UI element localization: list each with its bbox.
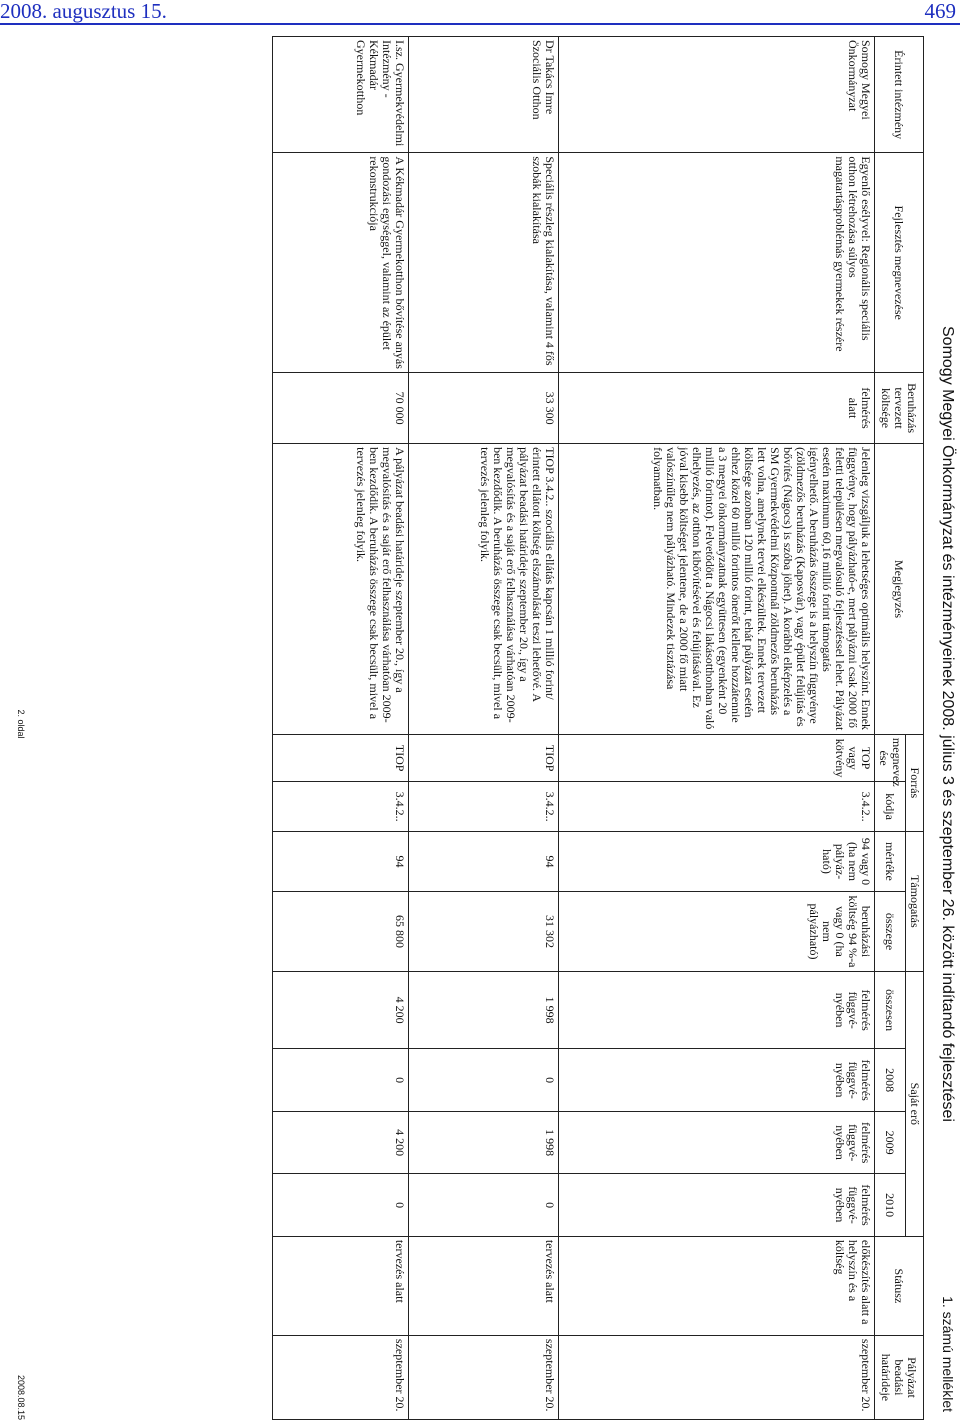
- cell-status: tervezés alatt: [409, 1236, 559, 1335]
- cell-development: Speciális részleg kialakítása, valamint 4 fős szobák kialakítása: [409, 153, 559, 373]
- cell-source-code: 3.4.2..: [273, 782, 409, 832]
- header-deadline: Pályázat beadási határideje: [875, 1335, 924, 1419]
- cell-own-total: felmérés függvé-nyében: [559, 971, 875, 1049]
- table-row: [273, 37, 409, 1420]
- cell-deadline: szeptember 20.: [559, 1335, 875, 1419]
- header-2008: 2008: [875, 1049, 906, 1111]
- cell-cost: felmérés alatt: [559, 373, 875, 444]
- header-status: Státusz: [875, 1236, 924, 1335]
- header-support: Támogatás: [906, 831, 924, 971]
- cell-own-2008: 0: [409, 1049, 559, 1111]
- cell-cost: 70 000: [273, 373, 409, 444]
- annex-label: 1. számú melléklet: [940, 1296, 956, 1412]
- cell-own-2008: 0: [273, 1049, 409, 1111]
- page-date: 2008. augusztus 15.: [0, 0, 167, 23]
- cell-support-rate: 94: [273, 831, 409, 891]
- cell-support-amount: 31 302: [409, 892, 559, 972]
- cell-source-name: TIOP: [273, 734, 409, 781]
- development-table: [272, 36, 924, 1420]
- header-support-rate: mértéke: [875, 831, 906, 891]
- cell-status: előkészítés alatt a helyszín és a költség: [559, 1236, 875, 1335]
- header-note: Megjegyzés: [875, 444, 924, 735]
- cell-status: tervezés alatt: [273, 1236, 409, 1335]
- cell-note: A pályázat beadási határideje szeptember 20., így a megvalósítás és a saját erő felhasználása várhatóan 2009-ben kezdődik. A beruházás összege csak becsült, mivel a tervezés jelenleg folyik.: [273, 444, 409, 735]
- header-rule: [0, 23, 960, 25]
- cell-own-2009: felmérés függvé-nyében: [559, 1111, 875, 1173]
- cell-source-code: 3.4.2..: [559, 782, 875, 832]
- cell-own-2010: 0: [273, 1174, 409, 1236]
- cell-support-amount: beruházási költség 94 %-a vagy 0 (ha nem pályázható): [559, 892, 875, 972]
- cell-institution: I.sz. Gyermekvédelmi Intézmény - Kékmadár Gyermekotthon: [273, 37, 409, 153]
- cell-own-2008: felmérés függvé-nyében: [559, 1049, 875, 1111]
- header-source-code: kódja: [875, 782, 906, 832]
- cell-own-2010: felmérés függvé-nyében: [559, 1174, 875, 1236]
- header-cost: Beruházás tervezett költsége: [875, 373, 924, 444]
- header-own: Saját erő: [906, 971, 924, 1236]
- cell-own-total: 1 998: [409, 971, 559, 1049]
- header-institution: Érintett intézmény: [875, 37, 924, 153]
- cell-institution: Somogy Megyei Önkormányzat: [559, 37, 875, 153]
- cell-own-2009: 1 998: [409, 1111, 559, 1173]
- footer-page-number: 2. oldal: [16, 709, 26, 739]
- cell-deadline: szeptember 20.: [273, 1335, 409, 1419]
- header-development: Fejlesztés megnevezése: [875, 153, 924, 373]
- header-source-name: megnevez ése: [875, 734, 906, 781]
- cell-source-name: TIOP: [409, 734, 559, 781]
- cell-cost: 33 300: [409, 373, 559, 444]
- document-title: Somogy Megyei Önkormányzat és intézményeinek 2008. július 3 és szeptember 26. között indítandó fejlesztései: [939, 326, 956, 1122]
- page-header: [0, 0, 960, 26]
- header-support-amount: összege: [875, 892, 906, 972]
- table-row: [409, 37, 559, 1420]
- cell-development: A Kékmadár Gyermekotthon bővítése anyás gondozási egységgel, valamint az épület rekonstrukciója: [273, 153, 409, 373]
- cell-own-2010: 0: [409, 1174, 559, 1236]
- header-2009: 2009: [875, 1111, 906, 1173]
- table-row: [559, 37, 875, 1420]
- header-2010: 2010: [875, 1174, 906, 1236]
- page-number: 469: [924, 0, 956, 23]
- cell-source-code: 3.4.2..: [409, 782, 559, 832]
- header-row-1: [906, 37, 924, 1420]
- cell-support-rate: 94: [409, 831, 559, 891]
- header-own-total: összesen: [875, 971, 906, 1049]
- cell-note: Jelenleg vizsgáljuk a lehetséges optimális helyszínt. Ennek függvénye, hogy pályázható-e, mert pályázni csak 2000 fő feletti településen megvalósuló fejlesztéssel lehet. Pályázat esetén maximum 60,16 millió forint támogatás igényelhető. A beruházás összege is a helyszín függvénye (zöldmezős beruházás (Kaposvár), vagy épület felújítás és bővítés (Nágocs) is szóba jöhet). A korábbi elképzelés a SM Gyermekvédelmi Központnál zöldmezős beruházás lett volna, amelynek tervei elkészültek. Ennek tervezett költsége azonban 120 millió forint, tehát pályázat esetén ehhez közel 60 millió forintos önerőt kellene hozzátennie a 3 megyei önkormányzatnak együttesen (egyenként 20 millió forintot). Felvetődött a Nágocsi lakásotthonban való elhelyezés, az otthon kibővítésével és felújításával. Ez jóval kisebb költséget jelentene, de a 2000 fő miatt valószínűleg nem pályázható. Mindezek tisztázása folyamatban.: [559, 444, 875, 735]
- cell-institution: Dr Takács Imre Szociális Otthon: [409, 37, 559, 153]
- cell-own-total: 4 200: [273, 971, 409, 1049]
- cell-support-rate: 94 vagy 0 (ha nem pályáz-ható): [559, 831, 875, 891]
- rotated-page: [0, 26, 960, 1422]
- footer-date: 2008.08.15: [16, 1374, 26, 1420]
- cell-note: TIOP 3.4.2.. szociális ellátás kapcsán 1 millió forint/érintett ellátott költség elszámolását teszi lehetővé. A pályázat beadási határideje szeptember 20., így a megvalósítás és a saját erő felhasználása várhatóan 2009-ben kezdődik. A beruházás összege csak becsült, mivel a tervezés jelenleg folyik.: [409, 444, 559, 735]
- cell-development: Egyenlő esélyvel: Regionális speciális otthon létrehozása súlyos magatartásproblémás gyermekek részére: [559, 153, 875, 373]
- cell-source-name: TOP vagy kötvény: [559, 734, 875, 781]
- cell-deadline: szeptember 20.: [409, 1335, 559, 1419]
- cell-support-amount: 65 800: [273, 892, 409, 972]
- header-source: Forrás: [906, 734, 924, 831]
- cell-own-2009: 4 200: [273, 1111, 409, 1173]
